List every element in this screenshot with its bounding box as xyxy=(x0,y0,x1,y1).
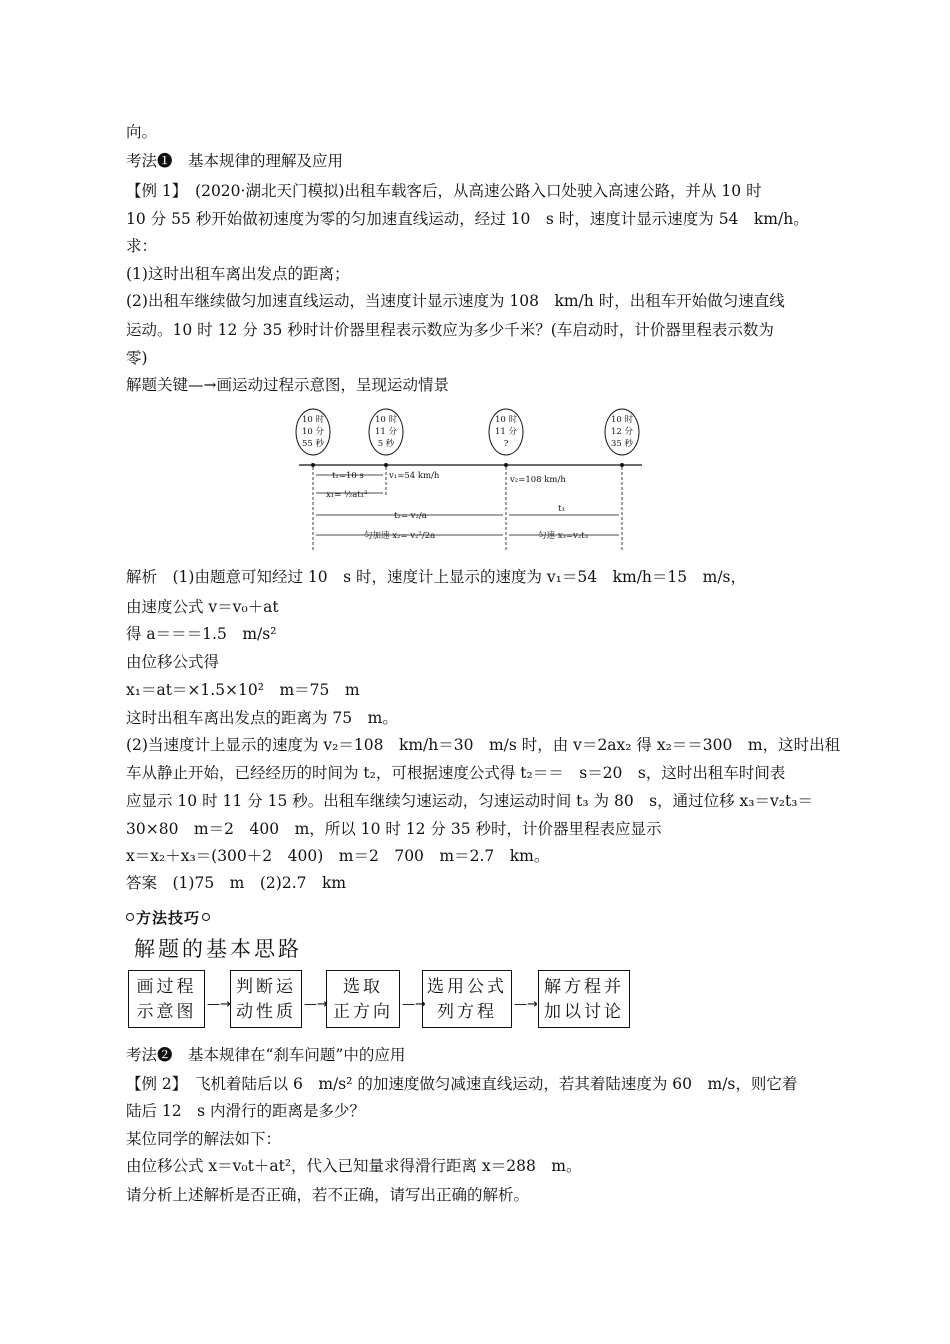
text-line: 车从静止开始，已经经历的时间为 t₂，可根据速度公式得 t₂＝＝ s＝20 s，这时出租车时间表 xyxy=(126,764,786,782)
flow-step-text: 动性质 xyxy=(236,1002,296,1022)
t2-label: t₂= v₂/a xyxy=(394,511,427,521)
text-line: 陆后 12 s 内滑行的距离是多少？ xyxy=(126,1102,366,1120)
text-line: 由速度公式 v＝v₀＋at xyxy=(126,598,279,616)
arrow-right-icon: —→ xyxy=(304,997,328,1012)
v1-label: v₁=54 km/h xyxy=(389,471,440,481)
flow-step-text: 加以讨论 xyxy=(544,1002,624,1022)
method-badge xyxy=(124,907,212,928)
method-title: 解题的基本思路 xyxy=(134,937,302,961)
clock-2 xyxy=(369,409,403,455)
clock-label: 11 分 xyxy=(494,427,518,437)
clock-label: 5 秒 xyxy=(377,439,395,449)
text-line: 由位移公式得 xyxy=(126,653,220,671)
text-line: (2)当速度计上显示的速度为 v₂＝108 km/h＝30 m/s 时，由 v＝2ax₂ 得 x₂＝＝300 m，这时出租 xyxy=(126,736,841,754)
flow-step-text: 选用公式 xyxy=(427,977,507,997)
flow-step-1 xyxy=(128,970,205,1028)
motion-diagram xyxy=(294,405,654,555)
text-line: (1)这时出租车离出发点的距离； xyxy=(126,265,350,283)
arrow-right-icon: —→ xyxy=(514,997,538,1012)
text-line: x₁＝at＝×1.5×10² m＝75 m xyxy=(126,681,360,699)
section-heading-1: 考法❶ 基本规律的理解及应用 xyxy=(126,152,344,170)
flow-step-text: 选取 xyxy=(343,977,383,997)
timeline-point xyxy=(504,463,508,467)
answer-line: 答案 (1)75 m (2)2.7 km xyxy=(126,874,347,892)
section-heading-2: 考法❷ 基本规律在“刹车问题”中的应用 xyxy=(126,1046,406,1064)
flow-step-text: 判断运 xyxy=(236,977,296,997)
clock-label: 10 时 xyxy=(494,415,518,425)
t3-label: t₃ xyxy=(558,504,565,514)
clock-label: 10 时 xyxy=(610,415,634,425)
analysis-line: 解析 (1)由题意可知经过 10 s 时，速度计上显示的速度为 v₁＝54 km/h＝15 m/s， xyxy=(126,568,747,586)
text-line: 这时出租车离出发点的距离为 75 m。 xyxy=(126,709,398,727)
clock-label: 10 分 xyxy=(301,427,325,437)
uniform-label: 匀速 x₃=v₂t₃ xyxy=(538,531,589,541)
flow-step-text: 解方程并 xyxy=(544,977,624,997)
timeline-point xyxy=(384,463,388,467)
accel-label: 匀加速 x₂= v₂²/2a xyxy=(364,531,436,541)
clock-3 xyxy=(489,409,523,455)
v2-label: v₂=108 km/h xyxy=(510,475,566,485)
flow-step-text: 画过程 xyxy=(136,977,197,997)
clock-label: 55 秒 xyxy=(301,439,325,449)
clock-label: 35 秒 xyxy=(610,439,634,449)
text-line: x＝x₂＋x₃＝(300＋2 400) m＝2 700 m＝2.7 km。 xyxy=(126,847,550,865)
text-line: 得 a＝＝＝1.5 m/s² xyxy=(126,625,277,643)
arrow-right-icon: —→ xyxy=(207,997,231,1012)
flow-step-text: 列方程 xyxy=(437,1002,497,1022)
text-line: 30×80 m＝2 400 m，所以 10 时 12 分 35 秒时，计价器里程表应显示 xyxy=(126,820,662,838)
text-line: 向。 xyxy=(126,123,158,141)
flow-step-text: 正方向 xyxy=(333,1002,393,1022)
flow-step-text: 示意图 xyxy=(136,1002,197,1022)
method-badge-label: 方法技巧 xyxy=(136,909,201,927)
text-line: 零) xyxy=(126,349,148,367)
clock-label: 12 分 xyxy=(610,427,634,437)
text-line: 10 分 55 秒开始做初速度为零的匀加速直线运动，经过 10 s 时，速度计显示速度为 54 km/h。 xyxy=(126,210,809,228)
t1-label: t₁=10 s xyxy=(332,471,364,481)
clock-label: ? xyxy=(503,439,509,449)
example-1-line: 【例 1】 (2020·湖北天门模拟)出租车载客后，从高速公路入口处驶入高速公路，并从 10 时 xyxy=(126,182,762,200)
text-line: 请分析上述解析是否正确，若不正确，请写出正确的解析。 xyxy=(126,1186,530,1204)
flow-step-4 xyxy=(422,970,512,1028)
flow-step-3 xyxy=(326,970,400,1028)
clock-label: 11 分 xyxy=(374,427,398,437)
clock-4 xyxy=(605,409,639,455)
text-line: 求： xyxy=(126,237,158,255)
key-point-line: 解题关键—→画运动过程示意图，呈现运动情景 xyxy=(126,376,449,394)
badge-dot-icon xyxy=(126,913,134,921)
text-line: (2)出租车继续做匀加速直线运动，当速度计显示速度为 108 km/h 时，出租车开始做匀速直线 xyxy=(126,292,785,310)
clock-label: 10 时 xyxy=(374,415,398,425)
text-line: 应显示 10 时 11 分 15 秒。出租车继续匀速运动，匀速运动时间 t₃ 为 80 s，通过位移 x₃＝v₂t₃＝ xyxy=(126,792,813,810)
text-line: 由位移公式 x＝v₀t＋at²，代入已知量求得滑行距离 x＝288 m。 xyxy=(126,1157,582,1175)
clock-1 xyxy=(296,409,330,455)
flow-step-5 xyxy=(538,970,630,1028)
text-line: 运动。10 时 12 分 35 秒时计价器里程表示数应为多少千米？(车启动时，计价器里程表示数为 xyxy=(126,321,774,339)
span-arrows xyxy=(316,475,619,535)
example-2-line: 【例 2】 飞机着陆后以 6 m/s² 的加速度做匀减速直线运动，若其着陆速度为 60 m/s，则它着 xyxy=(126,1075,798,1093)
badge-dot-icon xyxy=(202,913,210,921)
arrow-right-icon: —→ xyxy=(402,997,426,1012)
x1-label: x₁= ½at₁² xyxy=(326,490,368,500)
timeline-point xyxy=(311,463,315,467)
clock-label: 10 时 xyxy=(301,415,325,425)
timeline-point xyxy=(620,463,624,467)
text-line: 某位同学的解法如下： xyxy=(126,1130,282,1148)
flowchart xyxy=(128,970,648,1032)
flow-step-2 xyxy=(230,970,302,1028)
